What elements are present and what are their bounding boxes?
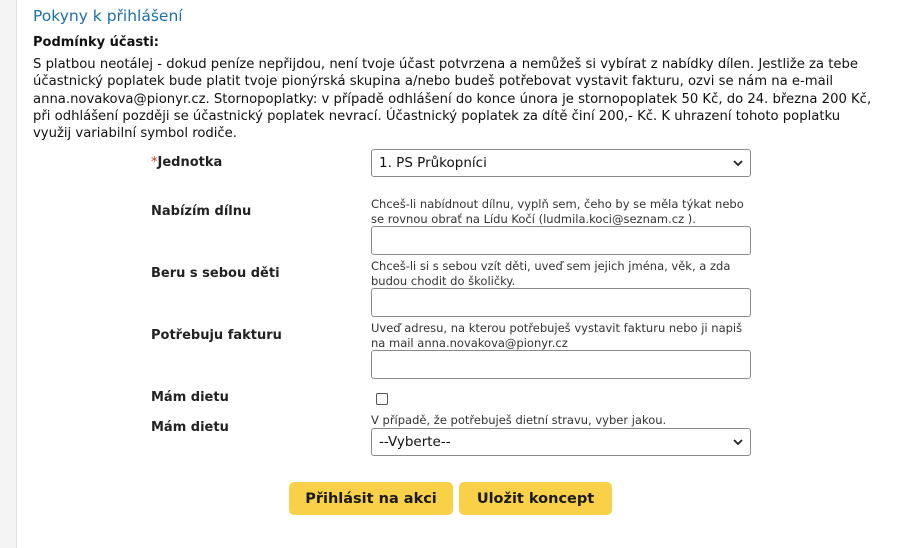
diet-hint: V případě, že potřebuješ dietní stravu, vyber jakou. — [371, 413, 667, 427]
invoice-input[interactable] — [371, 350, 751, 379]
required-mark: * — [151, 155, 158, 170]
children-hint: Chceš-li si s sebou vzít děti, uveď sem jejich jména, věk, a zda budou chodit do školičky. — [371, 259, 731, 289]
workshop-label: Nabízím dílnu — [151, 204, 252, 219]
invoice-label: Potřebuju fakturu — [151, 328, 282, 343]
children-input[interactable] — [371, 288, 751, 317]
children-label: Beru s sebou děti — [151, 266, 280, 281]
workshop-hint: Chceš-li nabídnout dílnu, vyplň sem, čeho by se měla týkat nebo se rovnou obrať na Lídu Kočí (ludmila.koci@seznam.cz ). — [371, 197, 744, 227]
diet-checkbox[interactable] — [376, 393, 388, 405]
invoice-hint: Uveď adresu, na kterou potřebuješ vystavit fakturu nebo ji napiš na mail anna.novakova@pionyr.cz — [371, 321, 743, 351]
diet-select-value: --Vyberte-- — [379, 434, 451, 450]
registration-panel — [16, 0, 904, 548]
save-draft-button[interactable]: Uložit koncept — [459, 482, 612, 515]
diet-select[interactable] — [371, 428, 751, 456]
diet-select-label: Mám dietu — [151, 420, 229, 435]
diet-checkbox-label: Mám dietu — [151, 390, 229, 405]
chevron-down-icon — [733, 437, 743, 447]
unit-label: *Jednotka — [151, 155, 223, 170]
unit-select-value: 1. PS Průkopníci — [379, 155, 487, 171]
chevron-down-icon — [733, 158, 743, 168]
conditions-heading: Podmínky účasti: — [33, 35, 160, 50]
section-title: Pokyny k přihlášení — [33, 7, 183, 25]
conditions-text: S platbou neotálej - dokud peníze nepřijdou, není tvoje účast potvrzena a nemůžeš si vybírat z nabídky dílen. Jestliže za tebe účastnický poplatek bude platit tvoje pionýrská skupina a/nebo budeš potřebovat vystavit fakturu, ozvi se nám na e-mail anna.novakova@pionyr.cz. Stornopoplatky: v případě odhlášení do konce února je stornopoplatek 50 Kč, do 24. března 200 Kč, při odhlášení později se účastnický poplatek nevrací. Účastnický poplatek za dítě činí 200,- Kč. K uhrazení tohoto poplatku využij variabilní symbol rodiče. — [33, 57, 872, 142]
workshop-input[interactable] — [371, 226, 751, 255]
submit-registration-button[interactable]: Přihlásit na akci — [289, 482, 453, 515]
unit-select[interactable] — [371, 149, 751, 177]
